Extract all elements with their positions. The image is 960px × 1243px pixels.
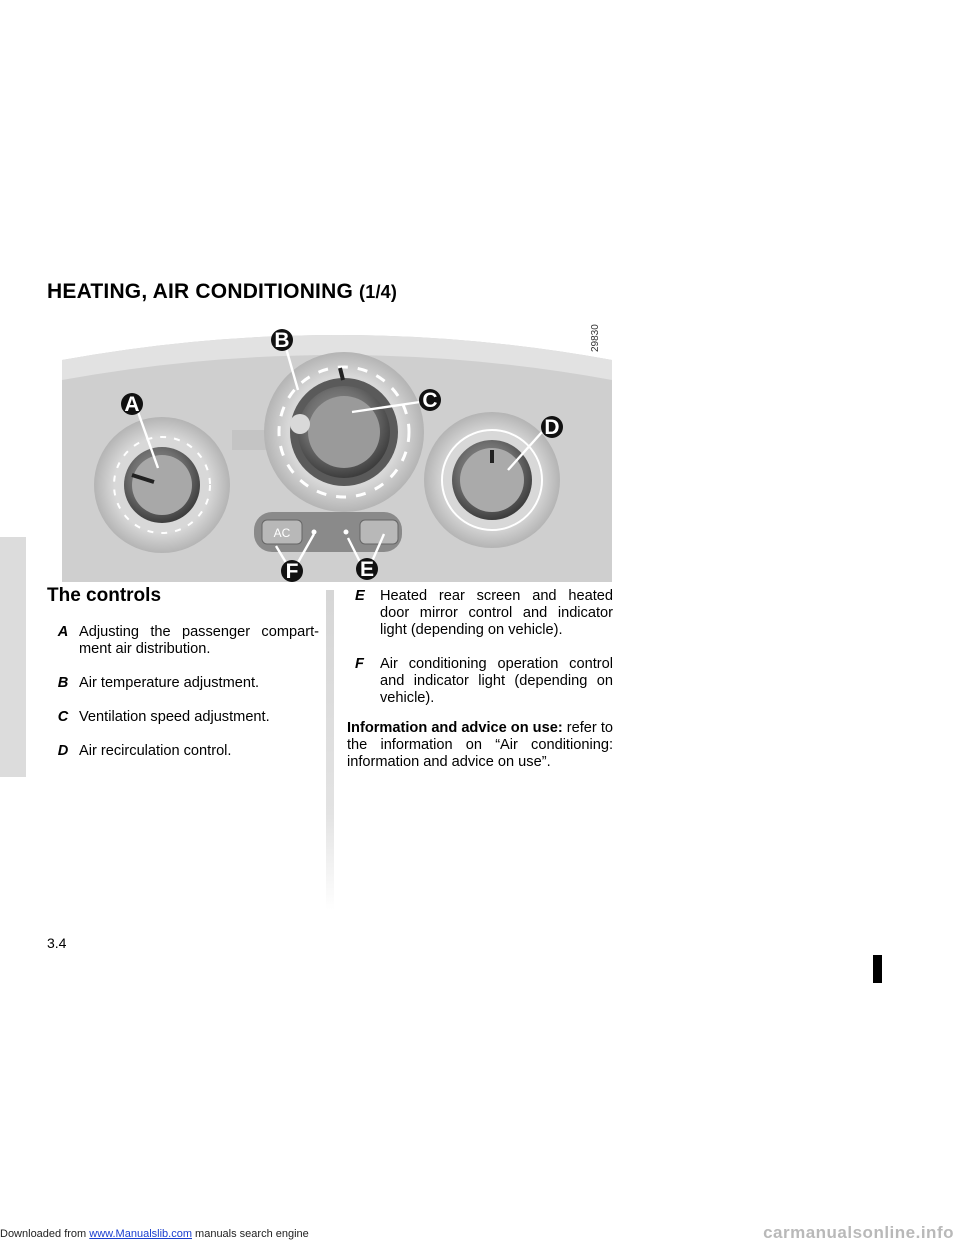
- footer-suffix: manuals search engine: [191, 1228, 309, 1240]
- ac-button-label: AC: [273, 526, 291, 540]
- callout-f: F: [285, 560, 299, 582]
- figure-code: 29830: [590, 324, 601, 352]
- control-key-e: E: [355, 588, 365, 604]
- control-text-c: Ventilation speed adjustment.: [79, 709, 270, 725]
- footer-link[interactable]: www.Manualslib.com: [89, 1228, 192, 1240]
- control-item-b: [47, 675, 319, 692]
- footer-watermark: carmanualsonline.info: [763, 1223, 954, 1242]
- control-item-d: [47, 743, 319, 760]
- page-title: [47, 280, 397, 304]
- hvac-panel-illustration: [62, 320, 612, 582]
- control-key-c: C: [57, 709, 69, 725]
- knob-a: [94, 417, 230, 553]
- control-text-d: Air recirculation control.: [79, 743, 232, 759]
- callout-b: B: [274, 329, 290, 352]
- callout-d: D: [544, 416, 560, 439]
- corner-mark: [873, 955, 882, 983]
- control-text-f: Air conditioning operation control and indicator light (depending on vehicle).: [380, 656, 613, 706]
- control-key-a: A: [57, 624, 69, 640]
- callout-c: C: [422, 389, 438, 412]
- callout-a: A: [124, 393, 140, 416]
- control-text-e: Heated rear screen and heated door mirror control and indicator light (depending on vehicle).: [380, 588, 613, 638]
- control-text-a: Adjusting the passenger compart-ment air distribution.: [79, 624, 319, 657]
- control-key-b: B: [57, 675, 69, 691]
- controls-right-column: [347, 588, 613, 786]
- info-text: refer to the information on “Air conditioning: information and advice on use”.: [347, 720, 613, 770]
- control-key-f: F: [355, 656, 364, 672]
- page-number: 3.4: [47, 935, 67, 951]
- page-title-text: HEATING, AIR CONDITIONING: [47, 280, 353, 303]
- knob-b-c: [264, 352, 424, 512]
- callout-e: E: [359, 558, 375, 581]
- hvac-panel-svg: [62, 320, 612, 582]
- controls-heading: The controls: [47, 585, 162, 606]
- info-label: Information and advice on use:: [347, 720, 563, 736]
- control-item-a: [47, 624, 319, 658]
- control-key-d: D: [57, 743, 69, 759]
- control-text-b: Air temperature adjustment.: [79, 675, 260, 691]
- chapter-tab: [0, 537, 26, 777]
- control-item-c: [47, 709, 319, 726]
- info-paragraph: [347, 720, 613, 771]
- page-title-part: (1/4): [359, 282, 398, 302]
- footer-download-note: [0, 1228, 309, 1240]
- knob-d: [424, 412, 560, 548]
- controls-left-column: [47, 585, 319, 777]
- column-divider: [326, 590, 334, 910]
- control-item-f: [347, 656, 613, 707]
- footer-prefix: Downloaded from: [0, 1228, 90, 1240]
- control-item-e: [347, 588, 613, 639]
